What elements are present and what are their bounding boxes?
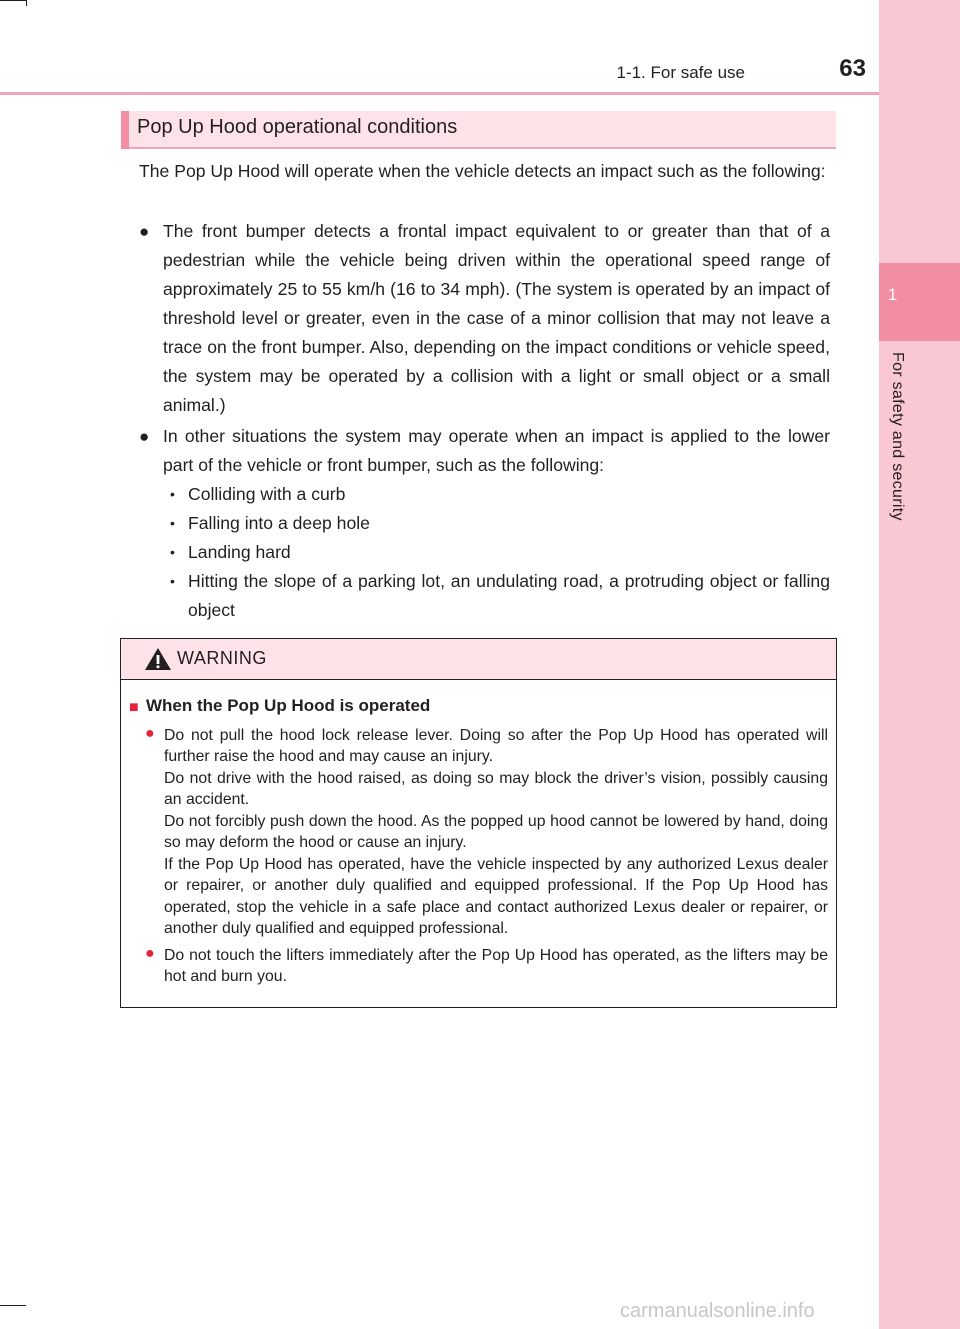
section-heading: Pop Up Hood operational conditions	[137, 116, 458, 138]
sub-list-item: Falling into a deep hole	[188, 513, 370, 533]
bullet-item: In other situations the system may operate when an impact is applied to the lower part of the vehicle or front bumper, such as the following:	[163, 426, 830, 475]
warning-paragraph: Do not pull the hood lock release lever. Doing so after the Pop Up Hood has operated will further raise the hood and may cause an injury.	[164, 727, 828, 766]
warning-header	[121, 639, 836, 680]
watermark-text: carmanualsonline.info	[620, 1300, 815, 1322]
crop-mark-top-left-vertical	[26, 0, 27, 6]
sub-bullet-icon: •	[170, 486, 175, 502]
red-square-icon: ■	[129, 699, 139, 716]
chapter-number: 1	[887, 285, 898, 304]
side-chapter-strip	[879, 0, 960, 1329]
warning-triangle-icon	[144, 647, 172, 671]
warning-paragraph: Do not forcibly push down the hood. As the popped up hood cannot be lowered by hand, doing so may deform the hood or cause an injury.	[164, 813, 828, 852]
sub-list-item: Colliding with a curb	[188, 484, 346, 504]
page-number: 63	[839, 55, 866, 82]
warning-paragraph: If the Pop Up Hood has operated, have the vehicle inspected by any authorized Lexus dealer or repairer, or another duly qualified and equipped professional. If the Pop Up Hood has operated, stop the vehicle in a safe place and contact authorized Lexus dealer or repairer, or another duly qualified and equipped professional.	[164, 856, 828, 938]
section-title: 1-1. For safe use	[616, 63, 745, 82]
warning-subtitle: When the Pop Up Hood is operated	[146, 696, 431, 715]
bullet-item: The front bumper detects a frontal impact equivalent to or greater than that of a pedestrian while the vehicle being driven within the operational speed range of approximately 25 to 55 km/h (16 to 34 mph). (The system is operated by an impact of threshold level or greater, even in the case of a minor collision that may not leave a trace on the front bumper. Also, depending on the impact conditions or vehicle speed, the system may be operated by a collision with a light or small object or a small animal.)	[163, 221, 830, 415]
bullet-dot-icon: ●	[139, 222, 150, 241]
section-heading-bar	[121, 111, 836, 149]
sub-bullet-icon: •	[170, 515, 175, 531]
warning-paragraph: Do not touch the lifters immediately after the Pop Up Hood has operated, as the lifters may be hot and burn you.	[164, 947, 828, 986]
warning-box	[120, 638, 837, 1008]
chapter-title: For safety and security	[889, 352, 906, 521]
sub-bullet-icon: •	[170, 573, 175, 589]
sub-bullet-icon: •	[170, 544, 175, 560]
crop-mark-bottom-left	[0, 1305, 26, 1306]
header-divider	[0, 92, 879, 95]
sub-list-item: Hitting the slope of a parking lot, an undulating road, a protruding object or falling object	[188, 571, 830, 620]
sub-list-item: Landing hard	[188, 542, 291, 562]
heading-accent-bar	[121, 111, 129, 149]
crop-mark-top-left	[0, 0, 26, 1]
red-bullet-icon: ●	[145, 945, 155, 962]
bullet-dot-icon: ●	[139, 427, 150, 446]
red-bullet-icon: ●	[145, 725, 155, 742]
warning-title: WARNING	[177, 648, 267, 668]
warning-paragraph: Do not drive with the hood raised, as doing so may block the driver’s vision, possibly causing an accident.	[164, 770, 828, 809]
intro-paragraph: The Pop Up Hood will operate when the vehicle detects an impact such as the following:	[139, 161, 826, 181]
